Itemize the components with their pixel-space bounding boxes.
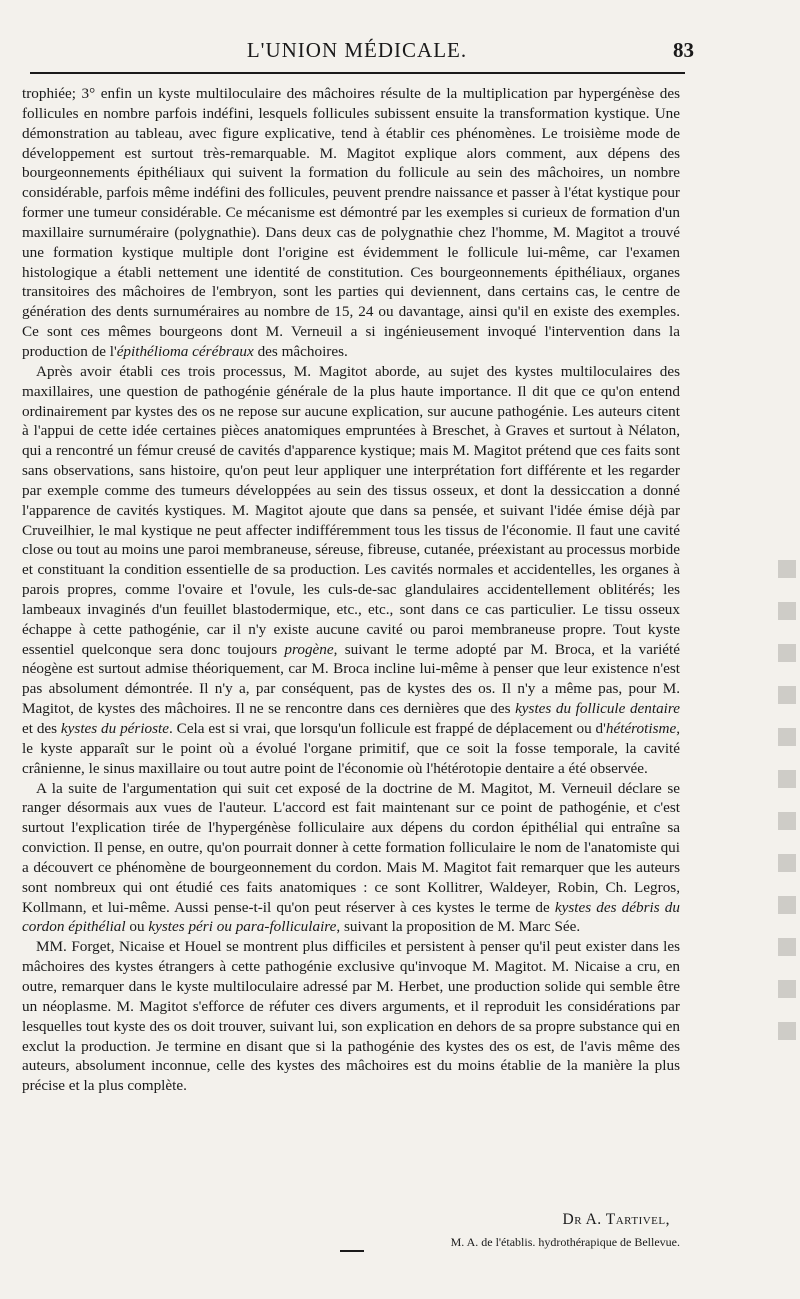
article-body: [22, 84, 680, 1096]
text-run: des mâchoires.: [253, 342, 348, 360]
author-affiliation: M. A. de l'établis. hydrothérapique de Bellevue.: [450, 1235, 680, 1249]
facing-page-bleed: [772, 560, 800, 1120]
text-run: Après avoir établi ces trois processus, M. Magitot aborde, au sujet des kystes multiloculaires des maxillaires, une question de pathogénie générale de la plus haute importance. Il dit que ce qu'on entend ordinairement par kystes des os ne repose sur aucune explication, sur aucune pathogénie. Les auteurs citent à l'appui de cette idée certaines pièces anatomiques empruntées à Breschet, à Graves et surtout à Nélaton, qui a rencontré un fémur creusé de cavités d'apparence kystique; mais M. Magitot prétend que ces faits sont sans observations, sans histoire, qu'on peut leur appliquer une interprétation fort différente et les regarder par exemple comme des tumeurs développées au sein des tissus osseux, et dont la dessiccation a donné l'apparence de cavités kystiques. M. Magitot ajoute que dans sa pensée, et suivant l'idée émise déjà par Cruveilhier, le mal kystique ne peut affecter indifféremment tous les tissus de l'économie. Il faut une cavité close ou tout au moins une paroi membraneuse, séreuse, fibreuse, cutanée, préexistant au processus morbide et constituant la condition essentielle de sa production. Les cavités normales et accidentelles, les organes à parois propres, comme l'ovaire et l'ovule, les culs-de-sac glandulaires accidentellement oblitérés; les lambeaux invaginés d'un feuillet blastodermique, etc., etc., sont dans ce cas particulier. Le tissu osseux échappe à cette pathogénie, car il n'y existe aucune cavité ou paroi membraneuse propre. Tout kyste essentiel quelconque sera donc toujours: [22, 362, 680, 658]
text-run: MM. Forget, Nicaise et Houel se montrent plus difficiles et persistent à penser qu'il peut exister dans les mâchoires des kystes étrangers à cette pathogénie exclusive qu'invoque M. Magitot. M. Nicaise a cru, en outre, remarquer dans le kyste multiloculaire adressé par M. Herbet, une production solide qui semble être un néoplasme. M. Magitot s'efforce de réfuter ces divers arguments, et il reproduit les considérations par lesquelles tout kyste des os doit trouver, suivant lui, son explication en dehors de sa propre substance qui en exclut la production. Je termine en disant que si la pathogénie des kystes des os est, de l'avis même des auteurs, absolument inconnue, celle des kystes des mâchoires est du moins établie de la manière la plus précise et la plus complète.: [22, 938, 680, 1095]
paragraph: [22, 362, 680, 779]
author-signature: Dr A. Tartivel,: [562, 1211, 670, 1228]
italic-term: kystes des débris du cordon épithélial: [22, 898, 680, 936]
text-run: ou: [125, 918, 149, 936]
italic-term: kystes péri ou para-folliculaire: [148, 918, 337, 936]
italic-term: progène: [284, 640, 334, 658]
italic-term: épithélioma cérébraux: [116, 342, 254, 360]
running-head: [22, 38, 692, 70]
text-run: , le kyste apparaît sur le point où a évolué l'organe primitif, que ce soit la fosse temporale, la cavité crânienne, le sinus maxillaire ou tout autre point de l'économie où l'hétérotopie dentaire a été observée.: [22, 720, 680, 777]
paragraph: [22, 84, 680, 362]
text-run: et des: [22, 720, 61, 737]
text-run: trophiée; 3° enfin un kyste multiloculaire des mâchoires résulte de la multiplication par hypergénèse des follicules en nombre parfois indéfini, lesquels follicules subissent ensuite la transformation kystique. Une démonstration au tableau, avec figure explicative, tend à établir ces phénomènes. Le troisième mode de développement est surtout très-remarquable. M. Magitot explique alors comment, aux dépens des bourgeonnements épithéliaux qui suivent la formation du follicule au sein des mâchoires, un nombre considérable, parfois même indéfini des follicules, peuvent prendre naissance et passer à l'état kystique pour former une tumeur considérable. Ce mécanisme est démontré par les exemples si curieux de formation d'un maxillaire surnuméraire (polygnathie). Dans deux cas de polygnathie chez l'homme, M. Magitot a trouvé une formation kystique multiple dont l'origine est évidemment le follicule lui-même, car l'examen histologique a établi nettement une identité de constitution. Ces bourgeonnements épithéliaux, organes transitoires des mâchoires de l'embryon, sont les parties qui deviennent, dans certains cas, le centre de génération des dents surnuméraires au nombre de 15, 24 ou davantage, ainsi qu'il en existe des exemples. Ce sont ces mêmes bourgeons dont M. Verneuil a si ingénieusement invoqué l'intervention dans la production de l': [22, 85, 680, 360]
running-title: L'UNION MÉDICALE.: [246, 38, 468, 62]
italic-term: hétérotisme: [605, 720, 677, 737]
text-run: . Cela est si vrai, que lorsqu'un follicule est frappé de déplacement ou d': [169, 720, 606, 737]
header-rule: [30, 72, 685, 74]
text-run: A la suite de l'argumentation qui suit cet exposé de la doctrine de M. Magitot, M. Verneuil déclare se ranger désormais aux vues de l'auteur. L'accord est fait maintenant sur ce point de pathogénie, et c'est surtout l'explication tirée de l'hypergénèse folliculaire aux dépens du cordon épithélial qui entraîne sa conviction. Il pense, en outre, qu'on pourrait donner à cette formation folliculaire le nom de l'anatomiste qui a découvert ce phénomène de bourgeonnement du cordon. Mais M. Magitot fait remarquer que les auteurs sont nombreux qui ont étudié ces faits anatomiques : ce sont Kollitrer, Waldeyer, Robin, Ch. Legros, Kollmann, et lui-même. Aussi pense-t-il qu'on peut réserver à ces kystes le terme de: [22, 779, 680, 916]
page-number: 83: [673, 38, 694, 62]
paragraph: [22, 779, 680, 938]
italic-term: kystes du périoste: [60, 720, 170, 737]
journal-page: [22, 0, 790, 1299]
italic-term: kystes du follicule dentaire: [515, 700, 680, 718]
text-run: , suivant le terme adopté par M. Broca, et la variété néogène est surtout admise théoriquement, car M. Broca incline lui-même à penser que leur existence n'est pas absolument démontrée. Il n'y a, par conséquent, pas de kystes des os. Il n'y a même pas, pour M. Magitot, de kystes des mâchoires. Il ne se rencontre dans ces dernières que des: [22, 640, 680, 718]
end-rule: [340, 1250, 364, 1252]
text-run: , suivant la proposition de M. Marc Sée.: [336, 918, 581, 936]
paragraph: [22, 937, 680, 1096]
